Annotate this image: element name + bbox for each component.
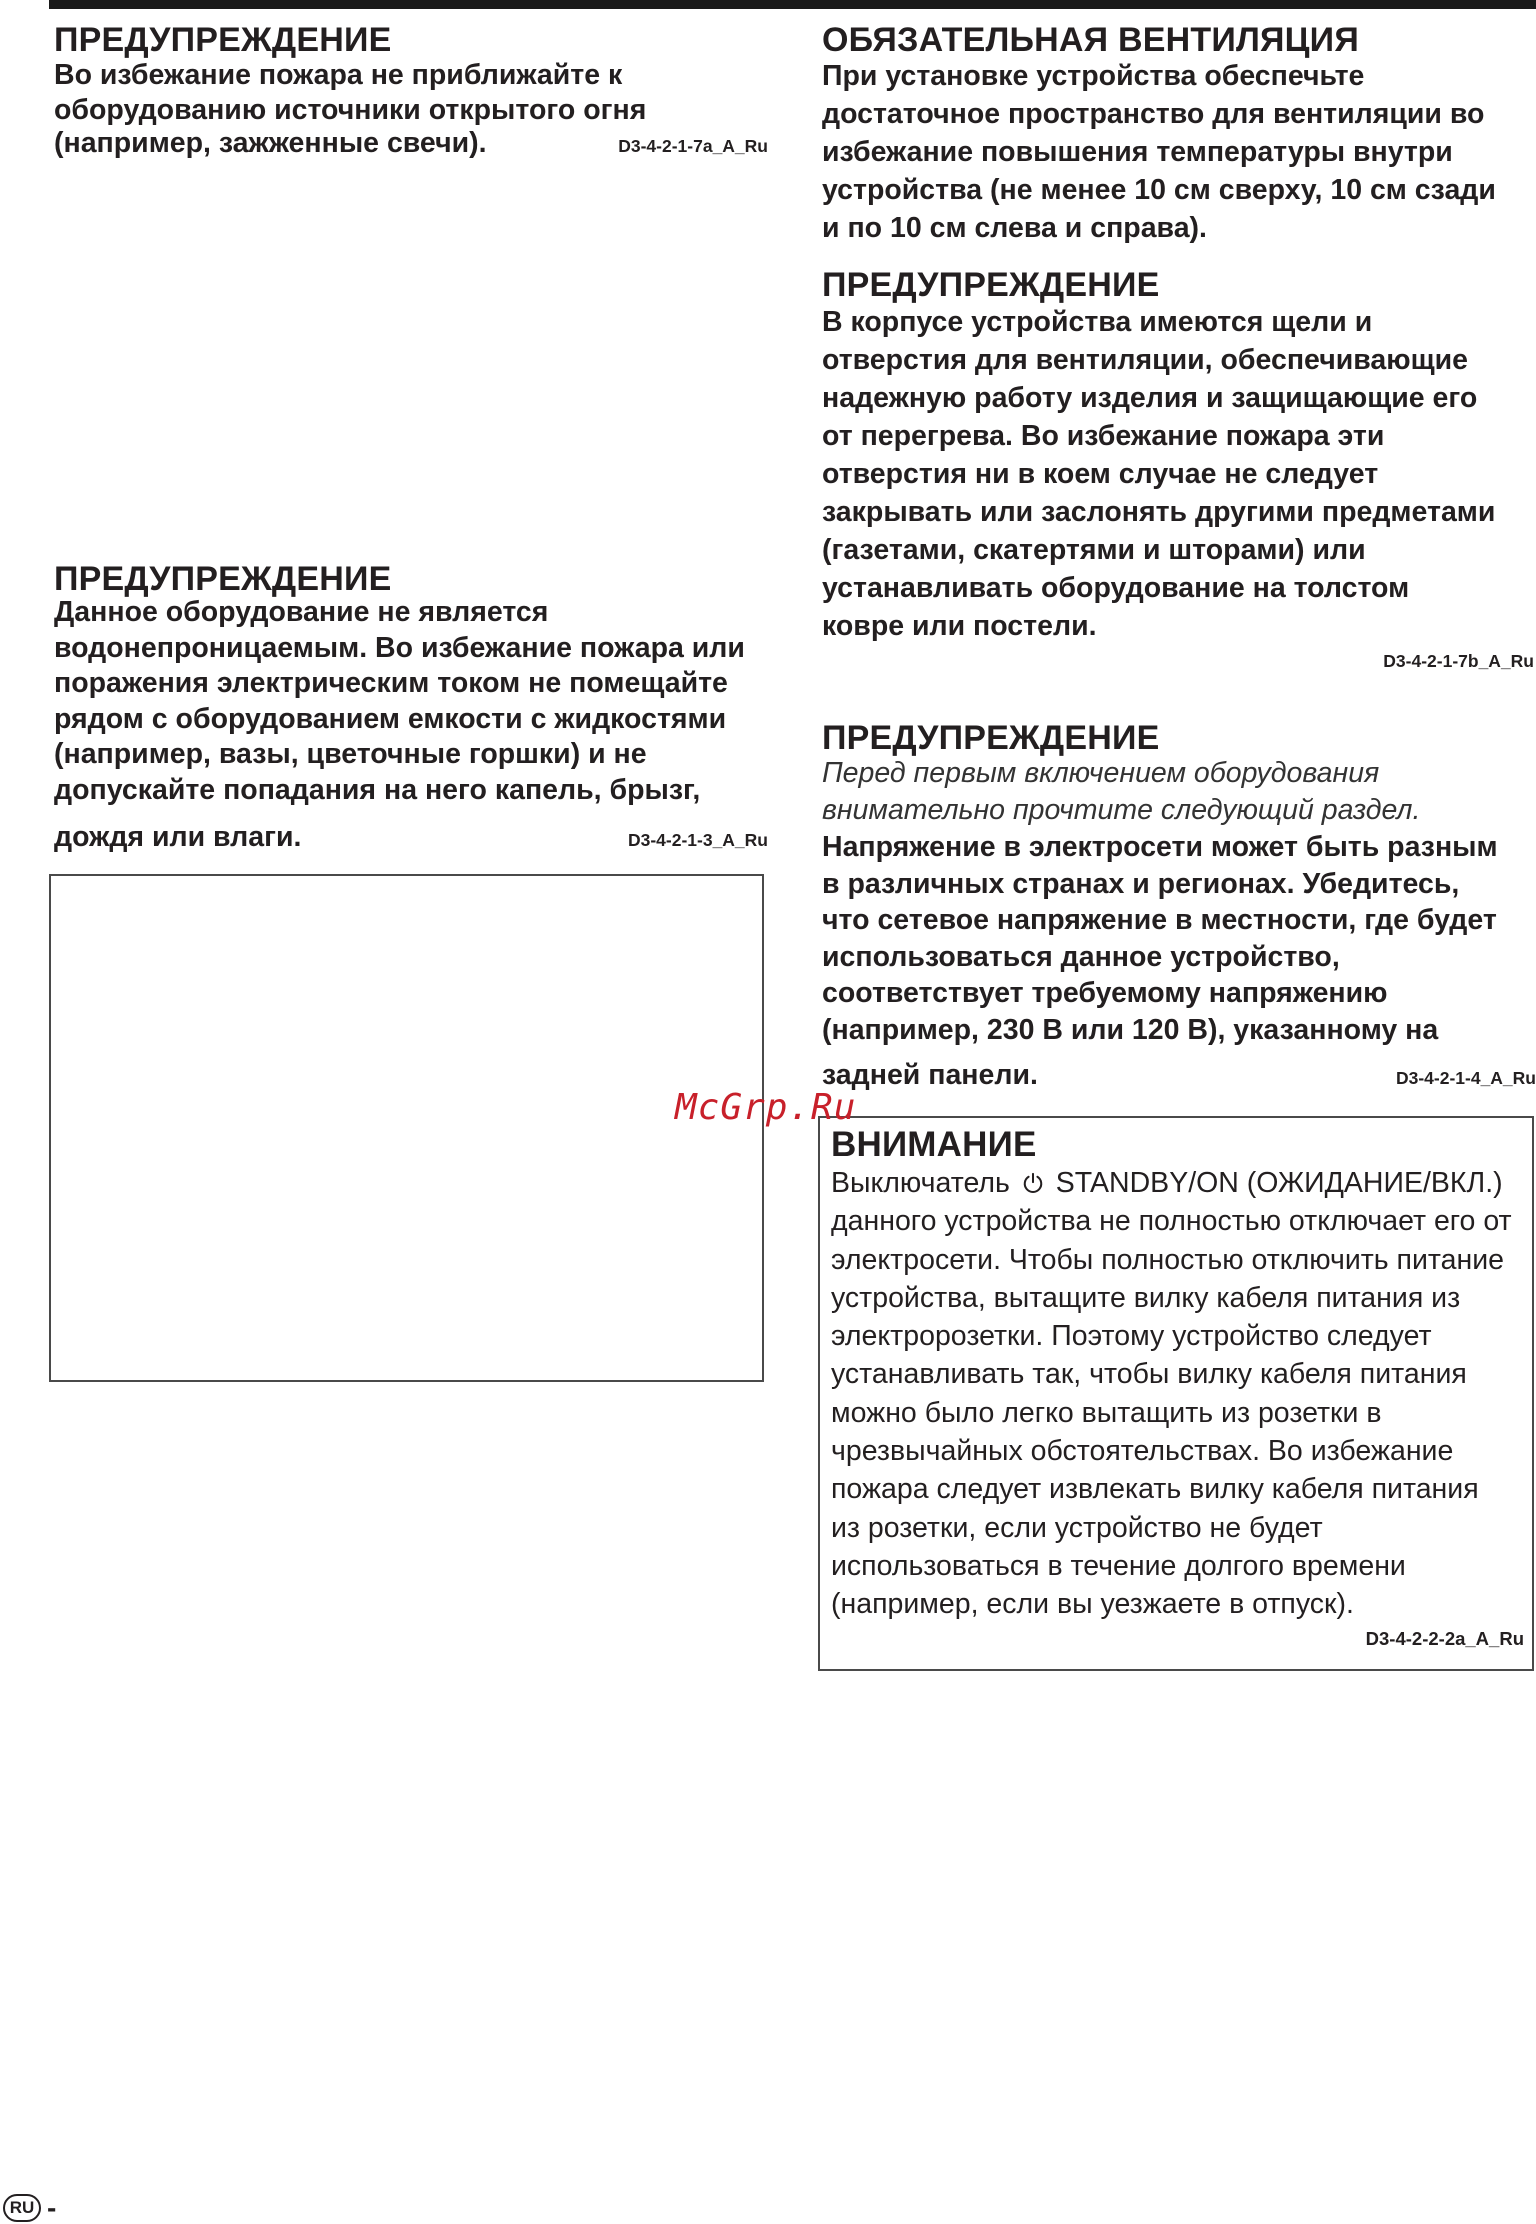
warning-text-line: от перегрева. Во избежание пожара эти: [822, 420, 1385, 452]
caution-text-line: [831, 1164, 1524, 1202]
warning-text-line: (газетами, скатертями и шторами) или: [822, 534, 1366, 566]
caution-box: [818, 1116, 1534, 1671]
warning-fire-open-flame: [54, 20, 768, 162]
warning-text-line: водонепроницаемым. Во избежание пожара или: [54, 631, 745, 664]
warning-italic-line: внимательно прочтите следующий раздел.: [822, 794, 1421, 826]
section-text-line: и по 10 см слева и справа).: [822, 212, 1207, 244]
section-text-line: При установке устройства обеспечьте: [822, 60, 1365, 92]
language-badge: RU: [3, 2194, 41, 2222]
mandatory-ventilation: [822, 20, 1534, 247]
warning-italic-line: Перед первым включением оборудования: [822, 757, 1380, 789]
warning-text-line: отверстия ни в коем случае не следует: [822, 458, 1379, 490]
warning-text-line: В корпусе устройства имеются щели и: [822, 306, 1373, 338]
caution-text-line: данного устройства не полностью отключает его от: [831, 1205, 1512, 1238]
warning-heading: ПРЕДУПРЕЖДЕНИЕ: [54, 21, 392, 59]
caution-text-line: электросети. Чтобы полностью отключить питание: [831, 1243, 1505, 1276]
warning-text-line: оборудованию источники открытого огня: [54, 94, 647, 126]
warning-text-line: (например, зажженные свечи).: [54, 127, 487, 159]
top-rule: [49, 0, 1536, 9]
caution-heading: ВНИМАНИЕ: [831, 1125, 1037, 1164]
warning-text-line: использоваться данное устройство,: [822, 940, 1340, 973]
section-heading: ОБЯЗАТЕЛЬНАЯ ВЕНТИЛЯЦИЯ: [822, 21, 1359, 59]
warning-ventilation-openings: [822, 265, 1534, 672]
warning-text-line: закрывать или заслонять другими предметами: [822, 496, 1496, 528]
warning-text-line: Напряжение в электросети может быть разным: [822, 831, 1498, 863]
warning-not-waterproof: [54, 559, 768, 856]
watermark: McGrp.Ru: [675, 1087, 857, 1128]
warning-text-line: (например, вазы, цветочные горшки) и не: [54, 738, 647, 770]
doc-reference-code: D3-4-2-1-7b_A_Ru: [1383, 651, 1534, 671]
warning-text-line: в различных странах и регионах. Убедитесь,: [822, 867, 1460, 900]
warning-text-line: дождя или влаги.: [54, 821, 302, 853]
warning-heading: ПРЕДУПРЕЖДЕНИЕ: [822, 266, 1160, 304]
caution-text-line: использоваться в течение долгого времени: [831, 1549, 1406, 1582]
doc-reference-code: D3-4-2-2-2a_A_Ru: [1365, 1627, 1524, 1649]
caution-text-line: из розетки, если устройство не будет: [831, 1511, 1323, 1544]
section-text-line: устройства (не менее 10 см сверху, 10 см сзади: [822, 174, 1496, 206]
warning-text-line: соответствует требуемому напряжению: [822, 977, 1388, 1009]
warning-mains-voltage: [822, 718, 1536, 1094]
warning-text-line: ковре или постели.: [822, 610, 1097, 642]
caution-text-fragment: STANDBY/ON (ОЖИДАНИЕ/ВКЛ.): [1055, 1167, 1503, 1199]
page-number-dash: -: [47, 2192, 57, 2223]
warning-text-line: что сетевое напряжение в местности, где будет: [822, 904, 1497, 936]
caution-text-line: (например, если вы уезжаете в отпуск).: [831, 1588, 1354, 1621]
caution-text-line: устанавливать так, чтобы вилку кабеля питания: [831, 1358, 1467, 1391]
caution-text-fragment: Выключатель: [831, 1167, 1010, 1199]
warning-text-line: задней панели.: [822, 1059, 1038, 1091]
caution-text-line: чрезвычайных обстоятельствах. Во избежание: [831, 1435, 1454, 1468]
warning-text-line: надежную работу изделия и защищающие его: [822, 382, 1478, 414]
doc-reference-code: D3-4-2-1-3_A_Ru: [627, 830, 768, 850]
warning-text-line: отверстия для вентиляции, обеспечивающие: [822, 344, 1469, 376]
warning-text-line: устанавливать оборудование на толстом: [822, 572, 1410, 604]
caution-text-line: можно было легко вытащить из розетки в: [831, 1396, 1382, 1429]
page-footer: [3, 2192, 56, 2224]
warning-text-line: (например, 230 В или 120 В), указанному на: [822, 1013, 1439, 1046]
section-text-line: избежание повышения температуры внутри: [822, 136, 1453, 168]
warning-text-line: поражения электрическим током не помещайте: [54, 667, 728, 699]
doc-reference-code: D3-4-2-1-7a_A_Ru: [618, 136, 768, 156]
caution-text-line: пожара следует извлекать вилку кабеля питания: [831, 1473, 1479, 1506]
warning-text-line: рядом с оборудованием емкости с жидкостями: [54, 702, 727, 735]
power-standby-icon: [1022, 1172, 1044, 1194]
warning-heading: ПРЕДУПРЕЖДЕНИЕ: [54, 560, 392, 598]
section-text-line: достаточное пространство для вентиляции во: [822, 98, 1485, 130]
warning-text-line: Данное оборудование не является: [54, 596, 549, 628]
caution-text-line: устройства, вытащите вилку кабеля питания из: [831, 1281, 1461, 1314]
warning-text-line: Во избежание пожара не приближайте к: [54, 59, 623, 91]
doc-reference-code: D3-4-2-1-4_A_Ru: [1395, 1068, 1536, 1088]
warning-text-line: допускайте попадания на него капель, брызг,: [54, 773, 701, 806]
caution-text-line: электророзетки. Поэтому устройство следует: [831, 1320, 1432, 1353]
warning-heading: ПРЕДУПРЕЖДЕНИЕ: [822, 719, 1160, 757]
empty-box: [49, 874, 764, 1382]
